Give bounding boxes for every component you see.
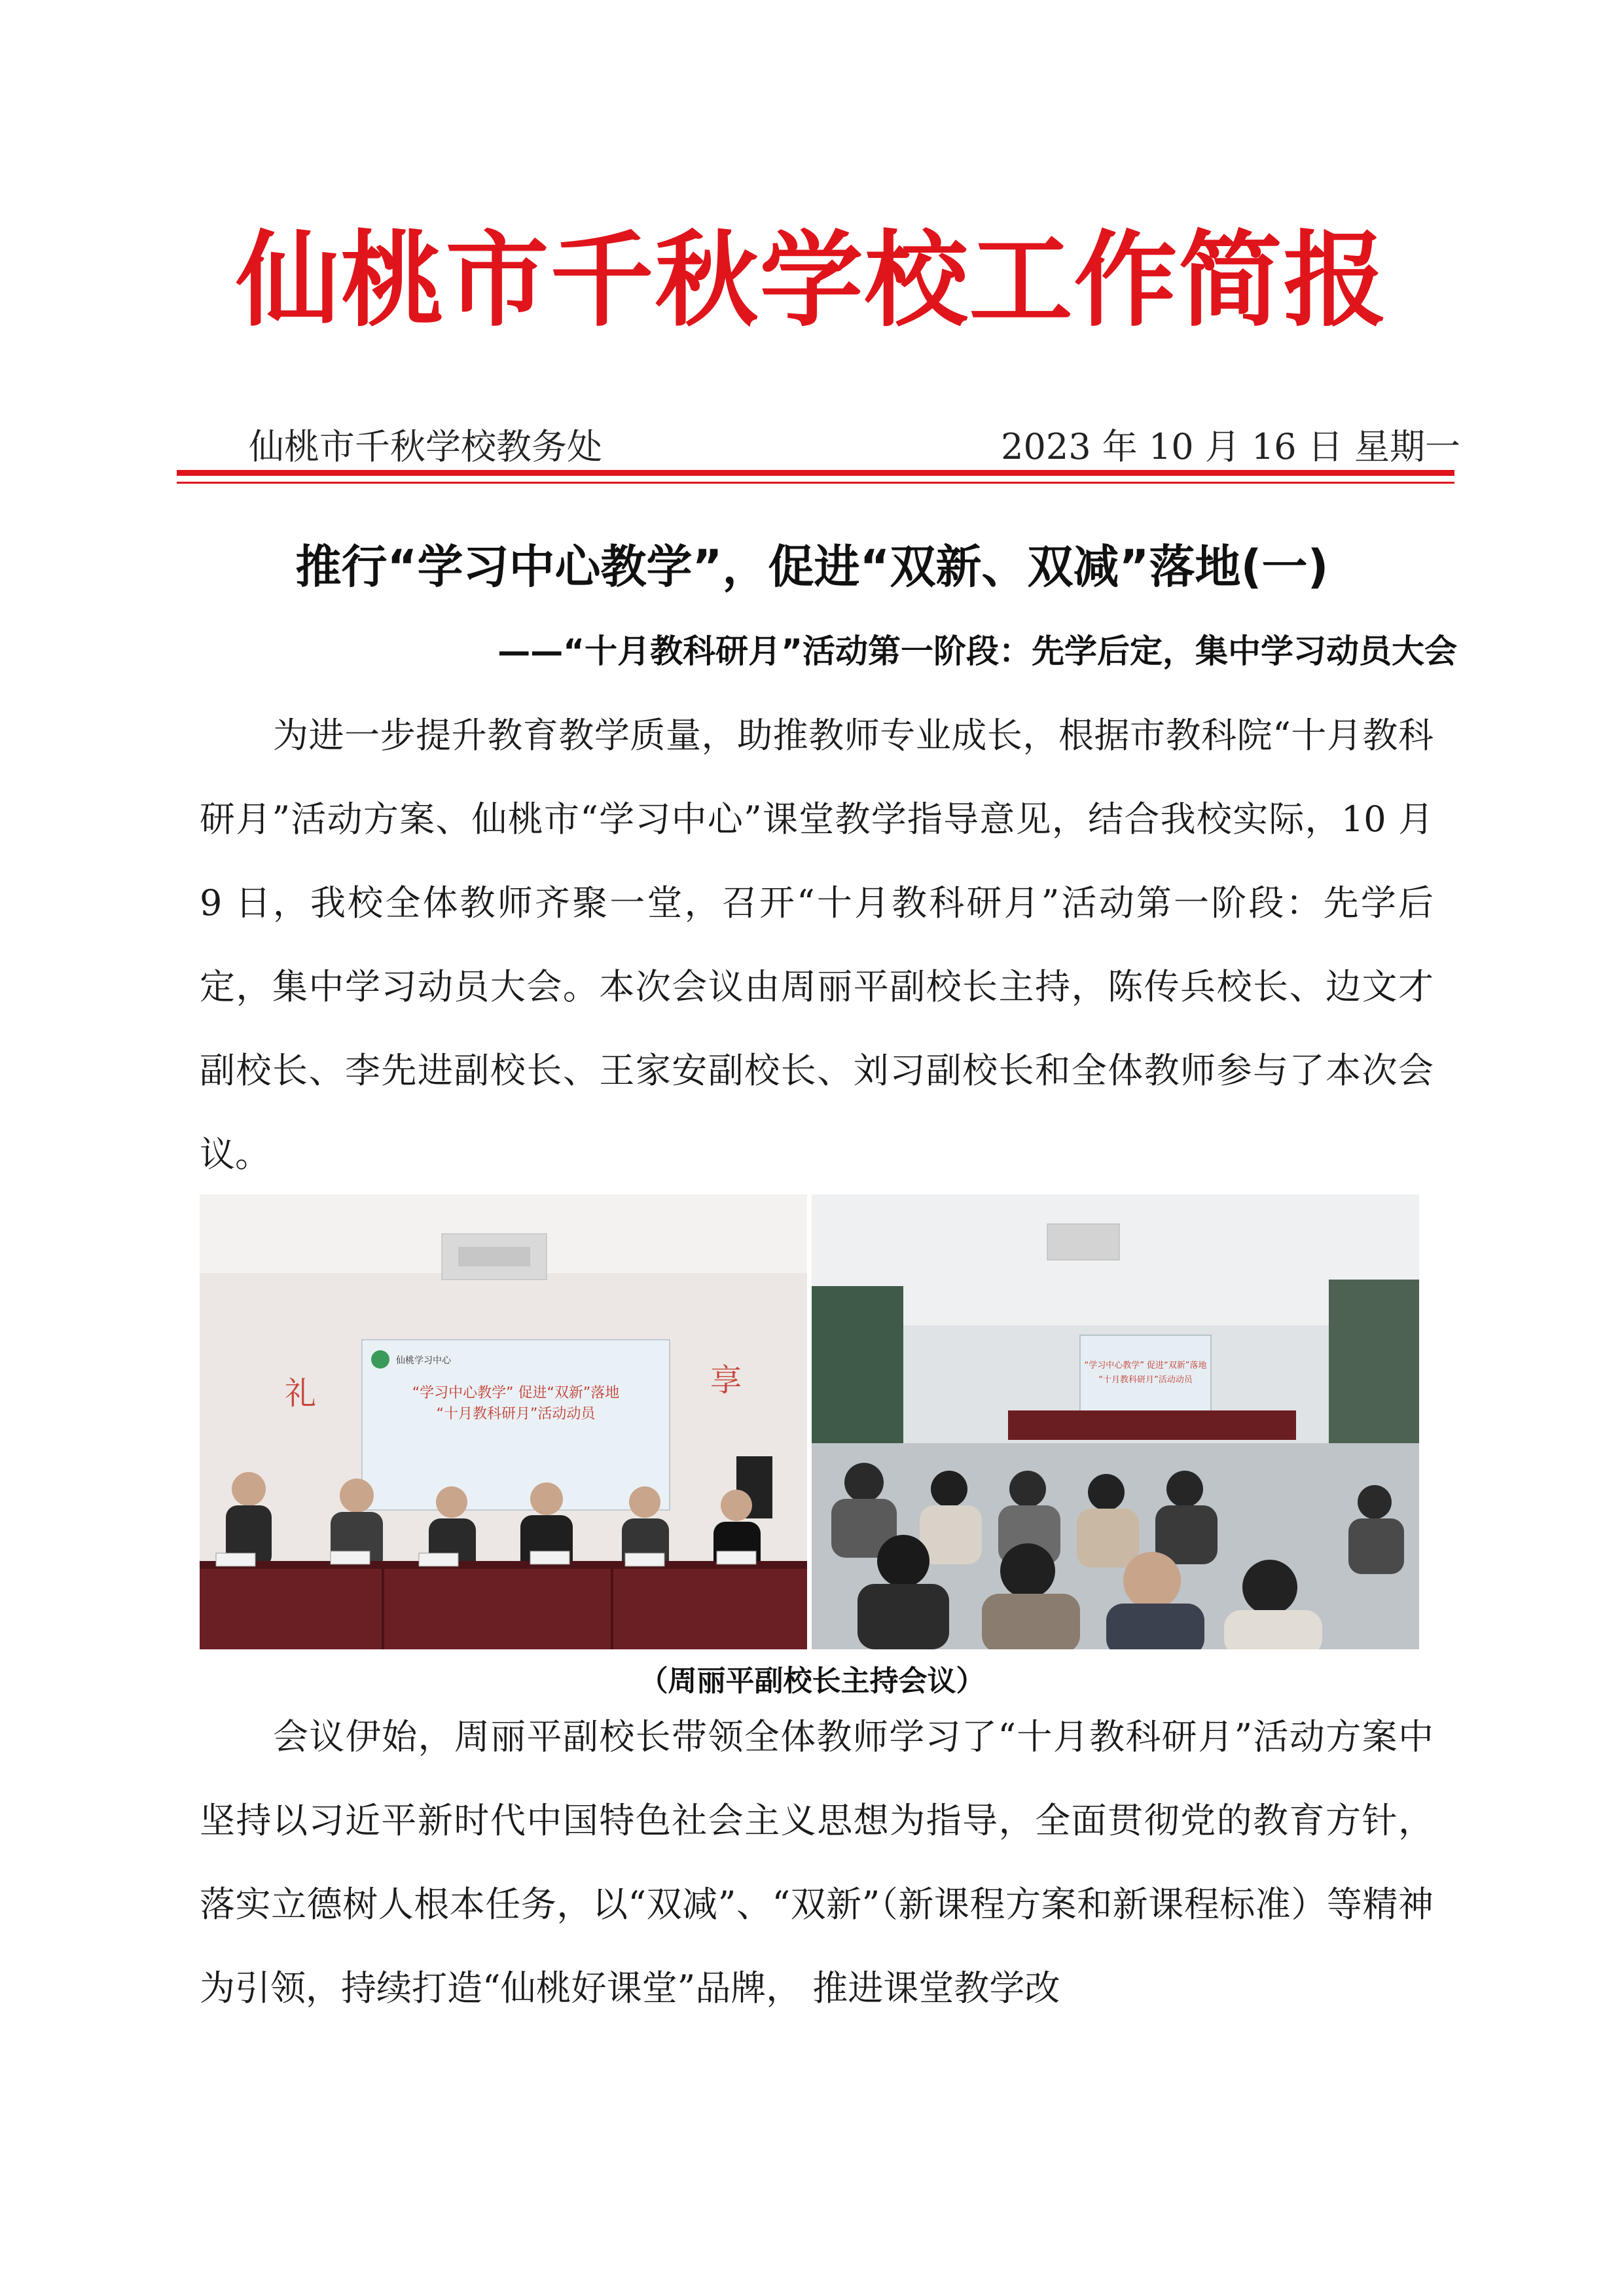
svg-text:享: 享 [710,1362,742,1399]
newsletter-masthead: 仙桃市千秋学校工作简报 [236,221,1388,341]
header-divider-thin [177,482,1454,484]
article-subheadline: ——“十月教科研月”活动第一阶段：先学后定，集中学习动员大会 [497,632,1457,670]
article-headline: 推行“学习中心教学”，促进“双新、双减”落地(一) [295,540,1329,594]
article-paragraph-2: 会议伊始，周丽平副校长带领全体教师学习了“十月教科研月”活动方案中坚持以习近平新时代中国特色社会主义思想为指导，全面贯彻党的教育方针，落实立德树人根本任务，以“双减”、“双新”（新课程方案和新课程标准）等精神为引领，持续打造“仙桃好课堂”品牌， 推进课堂教学改 [200,1716,1434,2009]
svg-text:仙桃学习中心: 仙桃学习中心 [396,1355,451,1366]
meeting-photo-audience [812,1194,1419,1649]
issue-date: 2023 年 10 月 16 日 星期一 [1001,426,1460,467]
meeting-photo-head-table [200,1194,807,1649]
screen-text-line-1: “学习中心教学” 促进“双新”落地 [412,1385,620,1401]
screen-text-line-2: “十月教科研月”活动动员 [1098,1375,1193,1385]
screen-text-line-2: “十月教科研月”活动动员 [436,1406,596,1422]
photo-caption: （周丽平副校长主持会议） [639,1664,985,1698]
article-paragraph-1: 为进一步提升教育教学质量，助推教师专业成长，根据市教科院“十月教科研月”活动方案、仙桃市“学习中心”课堂教学指导意见，结合我校实际，10 月 9 日，我校全体教师齐聚一堂，召开“十月教科研月”活动第一阶段：先学后定，集中学习动员大会。本次会议由周丽平副校长主持，陈传兵校长、边文才副校长、李先进副校长、王家安副校长、刘习副校长和全体教师参与了本次会议。 [200,715,1434,1175]
header-divider-thick [177,470,1454,476]
issuer-label: 仙桃市千秋学校教务处 [249,426,602,467]
screen-text-line-1: “学习中心教学” 促进“双新”落地 [1084,1361,1207,1371]
svg-text:礼: 礼 [285,1375,317,1412]
